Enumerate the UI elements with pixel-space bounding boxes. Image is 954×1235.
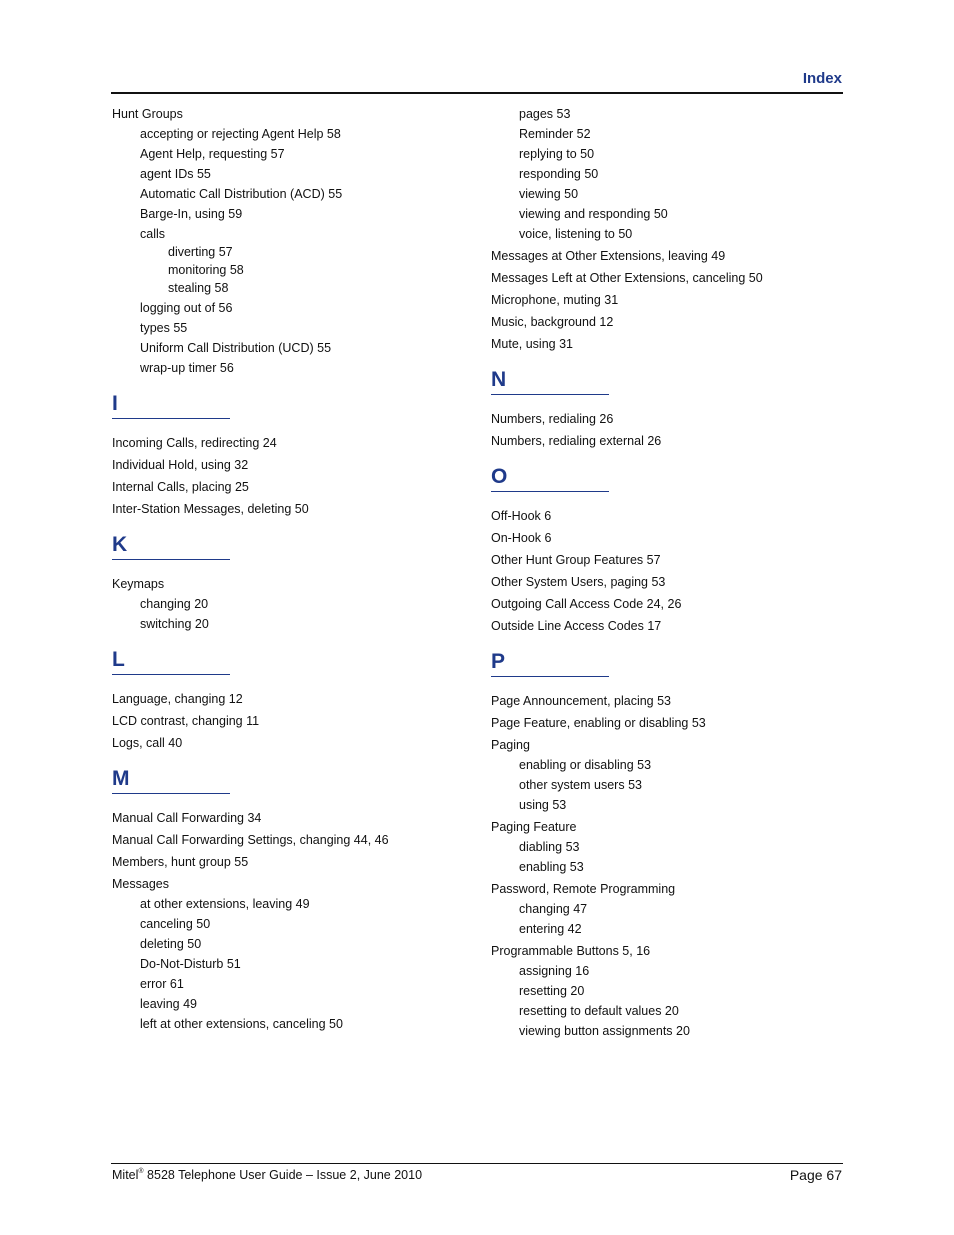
index-entry: Messages	[112, 877, 169, 891]
index-subentry: switching 20	[140, 617, 209, 631]
index-subentry: logging out of 56	[140, 301, 233, 315]
index-subentry: wrap-up timer 56	[140, 361, 234, 375]
index-letter-heading: O	[491, 465, 508, 488]
index-subentry: monitoring 58	[168, 263, 244, 277]
index-letter-heading: N	[491, 368, 507, 391]
index-subentry: diabling 53	[519, 840, 580, 854]
index-subentry: Reminder 52	[519, 127, 591, 141]
letter-divider	[491, 676, 609, 677]
letter-divider	[112, 418, 230, 419]
index-entry: Other System Users, paging 53	[491, 575, 666, 589]
letter-divider	[112, 793, 230, 794]
index-entry: Music, background 12	[491, 315, 614, 329]
index-subentry: viewing button assignments 20	[519, 1024, 690, 1038]
index-subentry: Do-Not-Disturb 51	[140, 957, 241, 971]
index-subentry: diverting 57	[168, 245, 233, 259]
index-entry: Mute, using 31	[491, 337, 573, 351]
index-subentry: Uniform Call Distribution (UCD) 55	[140, 341, 332, 355]
section-title: Index	[802, 70, 842, 87]
index-subentry: replying to 50	[519, 147, 595, 161]
index-subentry: types 55	[140, 321, 188, 335]
index-subentry: using 53	[519, 798, 567, 812]
index-letter-heading: P	[491, 650, 506, 673]
index-entry: Incoming Calls, redirecting 24	[112, 436, 277, 450]
index-entry: Numbers, redialing external 26	[491, 434, 662, 448]
index-subentry: error 61	[140, 977, 184, 991]
letter-divider	[112, 674, 230, 675]
index-subentry: canceling 50	[140, 917, 211, 931]
index-letter-heading: M	[112, 767, 130, 790]
index-entry: Outside Line Access Codes 17	[491, 619, 662, 633]
index-subentry: enabling 53	[519, 860, 584, 874]
index-letter-section	[112, 533, 472, 560]
letter-divider	[491, 394, 609, 395]
index-subentry: Barge-In, using 59	[140, 207, 243, 221]
index-entry: Logs, call 40	[112, 736, 183, 750]
index-subentry: at other extensions, leaving 49	[140, 897, 310, 911]
index-entry: Keymaps	[112, 577, 165, 591]
index-letter-heading: K	[112, 533, 128, 556]
footer-divider	[111, 1163, 843, 1164]
index-entry: Language, changing 12	[112, 692, 243, 706]
index-subentry: deleting 50	[140, 937, 202, 951]
index-subentry: left at other extensions, canceling 50	[140, 1017, 343, 1031]
index-entry: Members, hunt group 55	[112, 855, 249, 869]
page-number: Page 67	[789, 1167, 842, 1183]
index-entry: Password, Remote Programming	[491, 882, 676, 896]
index-subentry: Automatic Call Distribution (ACD) 55	[140, 187, 343, 201]
index-entry: LCD contrast, changing 11	[112, 714, 260, 728]
index-entry: Hunt Groups	[112, 107, 183, 121]
index-entry: Messages Left at Other Extensions, canceling 50	[491, 271, 763, 285]
index-subentry: viewing and responding 50	[519, 207, 668, 221]
index-letter-section	[491, 368, 851, 395]
index-letter-section	[112, 648, 472, 675]
index-subentry: pages 53	[519, 107, 571, 121]
index-subentry: stealing 58	[168, 281, 229, 295]
index-letter-section	[112, 767, 472, 794]
index-entry: Numbers, redialing 26	[491, 412, 614, 426]
index-entry: Programmable Buttons 5, 16	[491, 944, 651, 958]
index-subentry: changing 47	[519, 902, 588, 916]
index-entry: Off-Hook 6	[491, 509, 552, 523]
index-subentry: assigning 16	[519, 964, 590, 978]
footer-brand: Mitel	[112, 1168, 139, 1182]
index-entry: On-Hook 6	[491, 531, 552, 545]
index-entry: Inter-Station Messages, deleting 50	[112, 502, 309, 516]
index-entry: Page Feature, enabling or disabling 53	[491, 716, 706, 730]
index-subentry: Agent Help, requesting 57	[140, 147, 285, 161]
index-column-right	[491, 106, 851, 1039]
index-subentry: resetting to default values 20	[519, 1004, 679, 1018]
index-letter-heading: I	[112, 392, 118, 415]
letter-divider	[112, 559, 230, 560]
index-entry: Internal Calls, placing 25	[112, 480, 249, 494]
index-column-left	[112, 106, 472, 1032]
index-subentry: other system users 53	[519, 778, 642, 792]
index-subentry: accepting or rejecting Agent Help 58	[140, 127, 341, 141]
index-subentry: calls	[140, 227, 166, 241]
index-entry: Individual Hold, using 32	[112, 458, 249, 472]
index-entry: Manual Call Forwarding Settings, changing 44, 46	[112, 833, 389, 847]
index-subentry: viewing 50	[519, 187, 579, 201]
index-entry: Page Announcement, placing 53	[491, 694, 671, 708]
index-subentry: resetting 20	[519, 984, 585, 998]
index-letter-section	[112, 392, 472, 419]
index-entry: Paging Feature	[491, 820, 577, 834]
letter-divider	[491, 491, 609, 492]
index-entry: Messages at Other Extensions, leaving 49	[491, 249, 726, 263]
index-subentry: responding 50	[519, 167, 599, 181]
index-subentry: agent IDs 55	[140, 167, 211, 181]
index-subentry: entering 42	[519, 922, 582, 936]
index-subentry: leaving 49	[140, 997, 197, 1011]
footer-doc-name: 8528 Telephone User Guide – Issue 2, June 2010	[143, 1168, 423, 1182]
index-letter-section	[491, 650, 851, 677]
index-subentry: enabling or disabling 53	[519, 758, 652, 772]
index-entry: Paging	[491, 738, 530, 752]
index-entry: Manual Call Forwarding 34	[112, 811, 262, 825]
index-entry: Outgoing Call Access Code 24, 26	[491, 597, 682, 611]
footer-doc-title	[112, 1168, 422, 1182]
index-letter-section	[491, 465, 851, 492]
header-divider	[111, 92, 843, 94]
registered-mark: ®	[138, 1168, 144, 1175]
index-entry: Microphone, muting 31	[491, 293, 619, 307]
index-entry: Other Hunt Group Features 57	[491, 553, 661, 567]
index-subentry: changing 20	[140, 597, 209, 611]
index-subentry: voice, listening to 50	[519, 227, 633, 241]
index-letter-heading: L	[112, 648, 125, 671]
